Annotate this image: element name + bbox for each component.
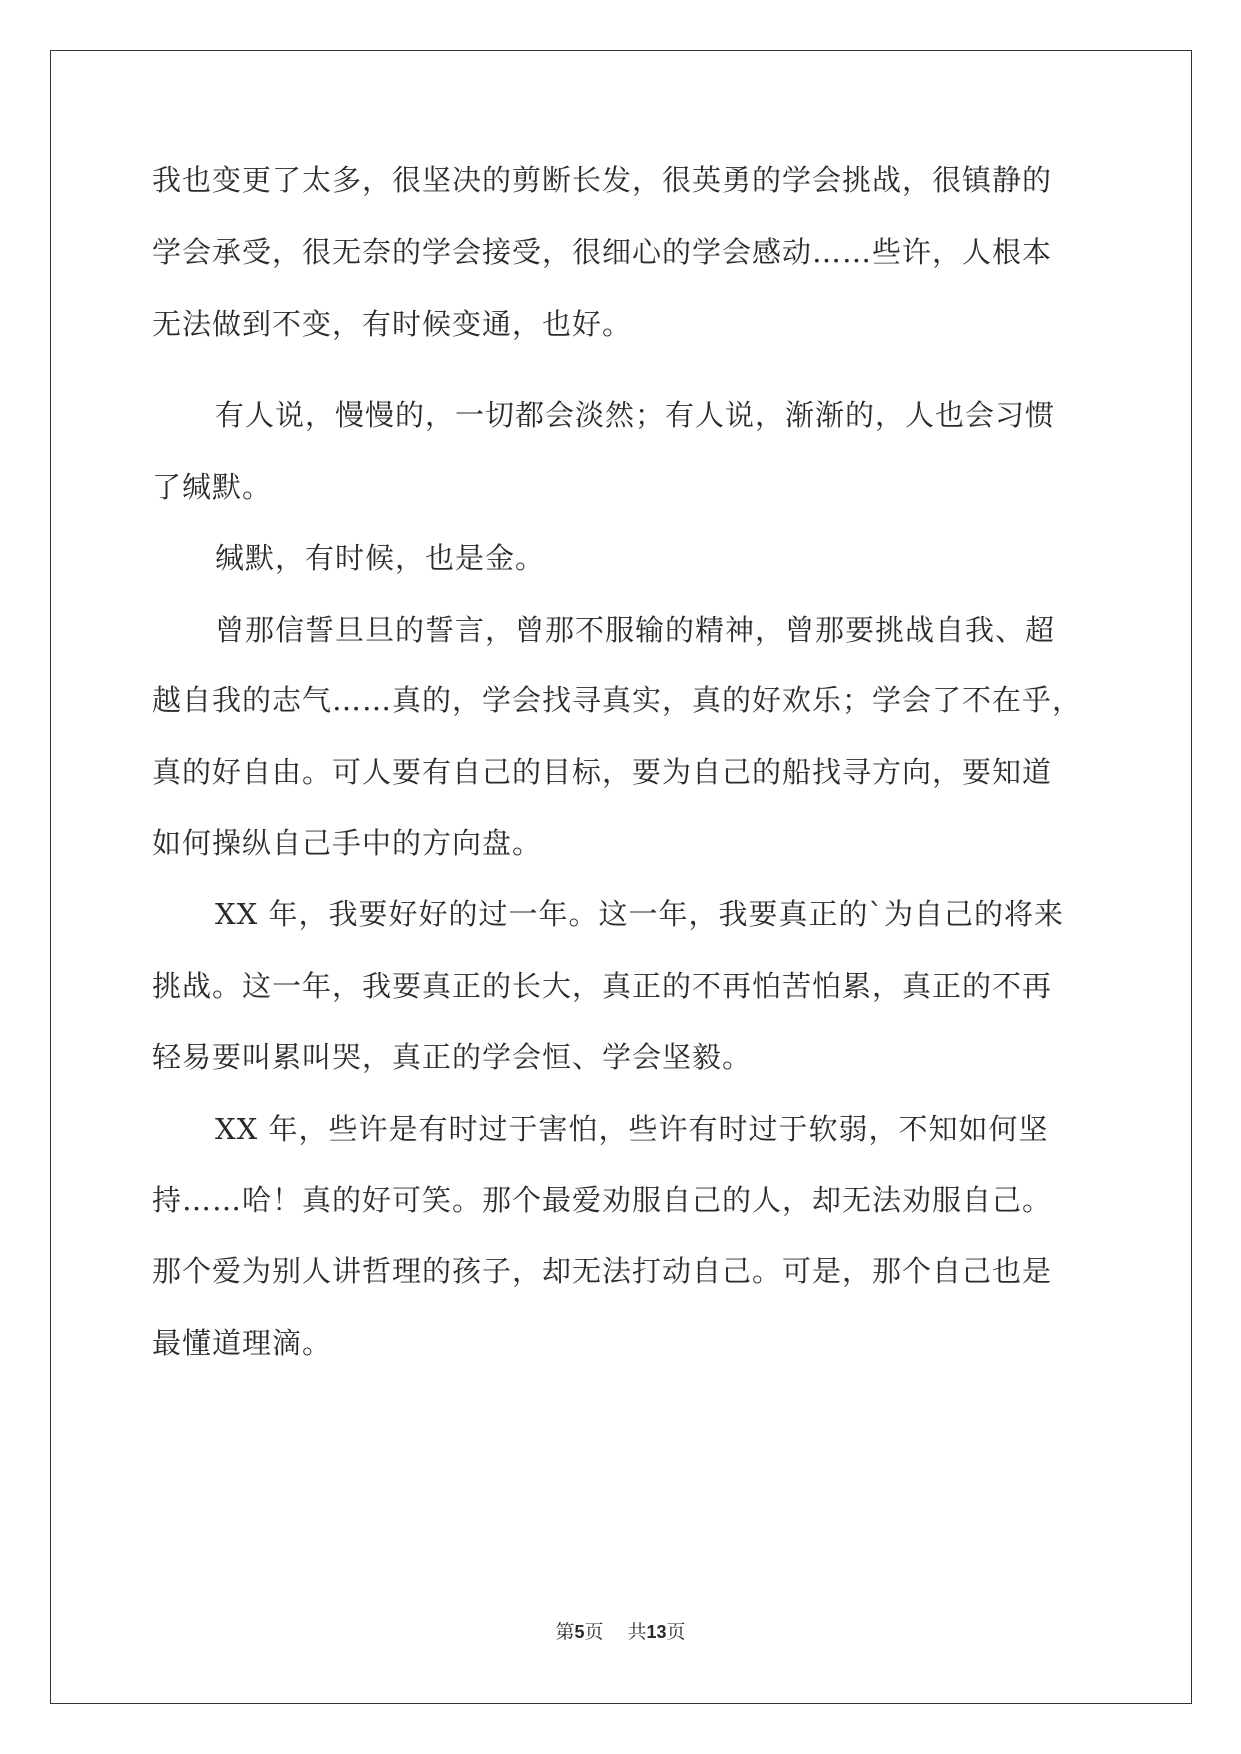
text-line: 持……哈！真的好可笑。那个最爱劝服自己的人，却无法劝服自己。 [152,1183,1053,1217]
text-line: 最懂道理滴。 [152,1326,333,1360]
total-prefix: 共 [627,1621,647,1643]
text-line: 轻易要叫累叫哭，真正的学会恒、学会坚毅。 [152,1040,753,1074]
page-number: 5 [574,1622,585,1642]
text-line: 那个爱为别人讲哲理的孩子，却无法打动自己。可是，那个自己也是 [152,1254,1053,1288]
text-line: 了缄默。 [152,470,273,504]
total-suffix: 页 [666,1621,686,1643]
text-line: XX 年，些许是有时过于害怕，些许有时过于软弱，不知如何坚 [215,1112,1049,1146]
text-line: 无法做到不变，有时候变通，也好。 [152,307,633,341]
text-line: 真的好自由。可人要有自己的目标，要为自己的船找寻方向，要知道 [152,755,1053,789]
text-line: 曾那信誓旦旦的誓言，曾那不服输的精神，曾那要挑战自我、超 [215,613,1056,647]
text-line: 缄默，有时候，也是金。 [215,541,546,575]
text-line: 如何操纵自己手中的方向盘。 [152,826,543,860]
text-line: 挑战。这一年，我要真正的长大，真正的不再怕苦怕累，真正的不再 [152,969,1053,1003]
page-prefix: 第 [555,1621,575,1643]
text-line: 我也变更了太多，很坚决的剪断长发，很英勇的学会挑战，很镇静的 [152,163,1053,197]
text-line: 学会承受，很无奈的学会接受，很细心的学会感动……些许，人根本 [152,235,1053,269]
text-line: 有人说，慢慢的，一切都会淡然；有人说，渐渐的，人也会习惯 [215,398,1056,432]
page-suffix: 页 [584,1621,604,1643]
page-footer [0,1620,1241,1644]
text-line: XX 年，我要好好的过一年。这一年，我要真正的`为自己的将来 [215,897,1065,931]
text-line: 越自我的志气……真的，学会找寻真实，真的好欢乐；学会了不在乎， [152,683,1083,717]
total-pages: 13 [646,1622,667,1642]
